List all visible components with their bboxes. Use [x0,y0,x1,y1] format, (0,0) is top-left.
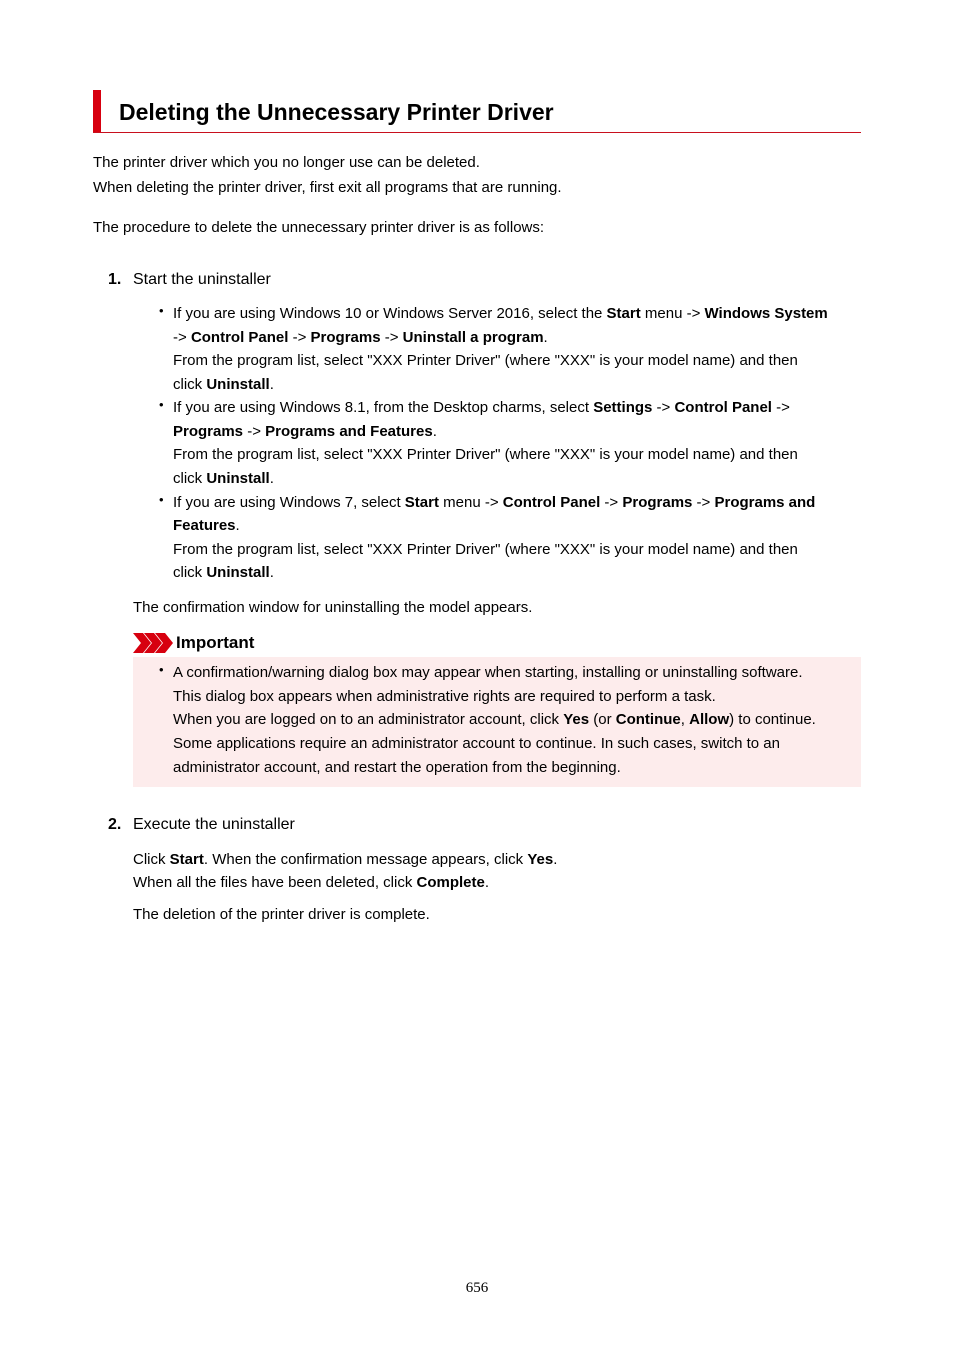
bullet-line: From the program list, select "XXX Printer Driver" (where "XXX" is your model name) and then [173,352,798,369]
text: If you are using Windows 10 or Windows Server 2016, select the [173,305,607,322]
intro-line-1: The printer driver which you no longer use can be deleted. [93,154,480,171]
text: . [269,376,274,393]
bullet-dot: • [159,397,164,412]
ui-term: Features [173,517,236,534]
important-line-1: A confirmation/warning dialog box may appear when starting, installing or uninstalling software. [173,664,803,681]
bullet-line: From the program list, select "XXX Printer Driver" (where "XXX" is your model name) and then [173,446,798,463]
bullet-dot: • [159,662,164,677]
step-1-number: 1. [108,271,122,288]
ui-term: Uninstall [206,376,270,393]
important-line-3 [173,708,816,732]
text: click [173,376,207,393]
title-accent-bar [93,90,101,132]
text: -> [243,423,266,440]
ui-term: Control Panel [190,329,289,346]
ui-term: Control Panel [502,494,601,511]
ui-term: Programs and [714,494,816,511]
ui-term: Start [606,305,641,322]
text: . [269,564,274,581]
bullet-line [173,326,548,350]
step-1-title: Start the uninstaller [133,271,271,288]
text: -> [380,329,403,346]
ui-term: Programs and Features [265,423,433,440]
bullet-dot: • [159,492,164,507]
text: . [269,470,274,487]
page-title [93,89,861,133]
ui-term: Programs [310,329,381,346]
ui-term: Windows System [704,305,828,322]
ui-term: Continue [615,711,681,728]
text: Click [133,851,170,868]
text: . [543,329,548,346]
text: . [553,851,558,868]
text: ) to continue. [729,711,816,728]
important-label: Important [176,633,255,652]
bullet-line [173,373,274,397]
bullet-dot: • [159,303,164,318]
bullet-line: From the program list, select "XXX Printer Driver" (where "XXX" is your model name) and then [173,541,798,558]
text: . When the confirmation message appears, click [203,851,528,868]
text: (or [589,711,616,728]
step-1-result: The confirmation window for uninstalling the model appears. [133,599,533,616]
bullet-line [173,302,828,326]
ui-term: Start [404,494,439,511]
ui-term: Uninstall a program [402,329,544,346]
ui-term: Complete [416,874,485,891]
ui-term: Programs [173,423,244,440]
important-line-5: administrator account, and restart the operation from the beginning. [173,759,621,776]
ui-term: Yes [563,711,590,728]
step-2-line-1 [133,848,557,872]
page-number: 656 [465,1280,489,1296]
step-2-line-2 [133,871,489,895]
text: If you are using Windows 7, select [173,494,405,511]
ui-term: Start [169,851,204,868]
bullet-line [173,420,437,444]
ui-term: Yes [527,851,554,868]
intro-line-2: When deleting the printer driver, first exit all programs that are running. [93,179,562,196]
bullet-line [173,491,815,515]
text: click [173,470,207,487]
title-text: Deleting the Unnecessary Printer Driver [119,99,554,125]
text: . [235,517,240,534]
important-line-4: Some applications require an administrator account to continue. In such cases, switch to an [173,735,780,752]
ui-term: Uninstall [206,470,270,487]
important-line-2: This dialog box appears when administrative rights are required to perform a task. [173,688,716,705]
important-chevrons-icon [133,633,173,653]
text: . [432,423,437,440]
text: When all the files have been deleted, click [133,874,417,891]
text: click [173,564,207,581]
text: -> [288,329,311,346]
text: When you are logged on to an administrator account, click [173,711,564,728]
text: -> [771,399,790,416]
text: menu -> [640,305,705,322]
text: , [680,711,690,728]
ui-term: Uninstall [206,564,270,581]
step-2-number: 2. [108,816,122,833]
step-2-line-3: The deletion of the printer driver is complete. [133,906,430,923]
text: -> [600,494,623,511]
text: -> [692,494,715,511]
text: -> [173,329,191,346]
intro-line-3: The procedure to delete the unnecessary printer driver is as follows: [93,219,545,236]
step-2-title: Execute the uninstaller [133,816,295,833]
ui-term: Programs [622,494,693,511]
ui-term: Control Panel [674,399,772,416]
ui-term: Settings [593,399,653,416]
bullet-line [173,514,240,538]
text: -> [652,399,675,416]
text: If you are using Windows 8.1, from the Desktop charms, select [173,399,594,416]
text: . [484,874,490,891]
bullet-line [173,561,274,585]
bullet-line [173,467,274,491]
bullet-line [173,396,790,420]
ui-term: Allow [689,711,730,728]
text: menu -> [438,494,503,511]
